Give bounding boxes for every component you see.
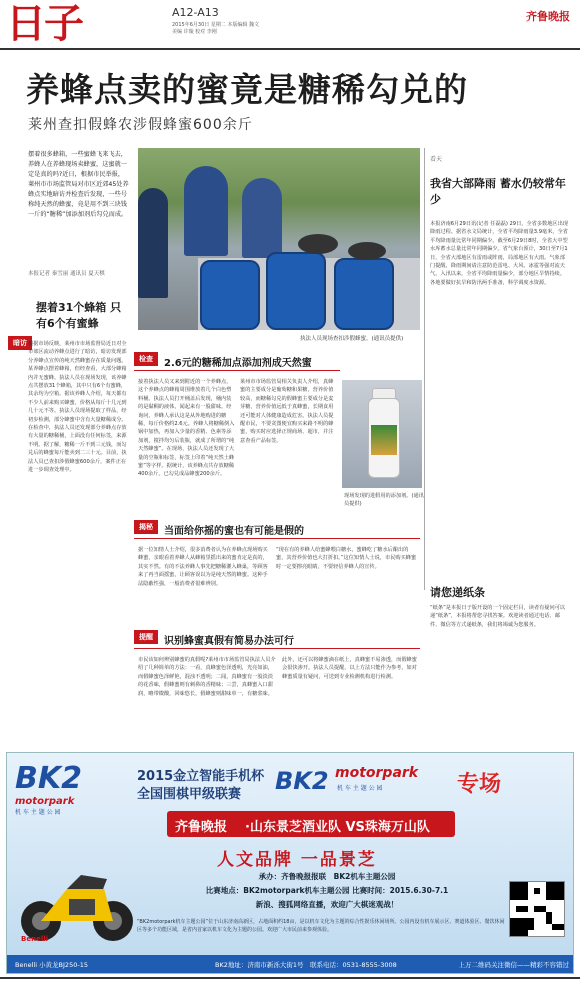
motorpark-text: motorpark [15,796,75,807]
photo-caption: 执法人员现场查扣涉假蜂蜜。(通讯员提供) [300,336,404,342]
section-body: 接着执法人员又来到附近的一个养蜂点，这个养蜂点的蜂箱周围堆放着几个白色塑料桶。执法人员打开桶盖后发现，桶内装的是黏稠的液体，闻起来有一股甜味。经询问，养蜂人承认这是从外地购进的糖稀，每斤价格约2.6元。养蜂人将糖稀倒入锅中加热，再加入少量的香精、色素等添加剂，搅拌均匀后装瓶，就成了所谓的“纯天然蜂蜜”。在现场，执法人员还发现了大量的空瓶和标签，标签上印着“纯天然土蜂蜜”等字样。据统计，该养蜂点共存放糖稀400余斤，已勾兑成品蜂蜜200余斤。 [138,379,235,478]
page-number: A12-A13 [172,6,219,19]
section-title: 2.6元的糖稀加点添加剂成天然蜜 [164,358,312,369]
advertisement[interactable] [6,752,574,974]
ad-venue: 比赛地点：BK2motorpark机车主题公园 比赛时间：2015.6.30-7.1 [205,886,449,895]
barrel [334,258,394,330]
section-title: 识别蜂蜜真假有简易办法可行 [164,636,294,647]
ad-line-1: 2015金立智能手机杯 [137,769,265,784]
dateline: 2015年6月30日 星期二 本版编辑 魏文 美编 许璇 校对 李刚 [172,22,260,35]
section-body: 据一位知情人士介绍，很多消费者认为在养蜂点现场购买蜂蜜，亲眼看着养蜂人从蜂箱里摇出来的蜜肯定是真的，其实不然。有的不法养蜂人事先把糖稀灌入蜂巢，等顾客来了再当面摇蜜，让顾客误以为是纯天然的蜂蜜。这种手法隐蔽性强，一般消费者很难辨别。 [138,547,268,587]
side-title-2: 请您递纸条 [430,586,485,599]
match-banner [167,811,455,837]
ad-footer-bar [7,955,574,974]
bk2-logo-2: BK2 [275,767,329,795]
ad-footer-left: Benelli 小黄龙BJ250-15 [15,961,88,969]
masthead-logo: 日子 [6,0,82,47]
barrel-lid [298,234,338,254]
section-body: 莱州市市场监管局相关负责人介绍，真蜂蜜的主要成分是葡萄糖和果糖，营养价值较高，而糖稀勾兑的假蜂蜜主要成分是麦芽糖，营养价值远低于真蜂蜜，长期食用还可能对人体健康造成危害。执法人员提醒市民，不要贪图便宜购买来路不明的蜂蜜，购买时应选择正规商场、超市，并注意查看产品标签。 [240,379,334,444]
header-rule [0,48,580,50]
section-body: 此外，还可以将蜂蜜滴在纸上，真蜂蜜不易渗透，而假蜂蜜会很快渗开。执法人员提醒，以上方法只能作为参考，如对蜂蜜质量有疑问，可送到专业检测机构进行检测。 [282,657,417,680]
byline: 本报记者 秦雪丽 通讯员 夏天棋 [28,271,105,277]
bottle-photo [342,380,422,488]
motorcycle-image [17,849,137,949]
left-section-body: 根据市场反映，莱州市市场监督局近日对全市郊区流动养蜂点进行了暗访，暗访发现部分养蜂点宣传的纯天然蜂蜜存在质量问题。某养蜂点摆着蜂箱，但经查看，大部分蜂箱内并无蜜蜂。执法人员在现场发现，该养蜂点共摆放31个蜂箱，其中只有6个有蜜蜂，其余均为空箱。据该养蜂人介绍，每天都有不少人前来购买蜂蜜，价格从每斤十几元到几十元不等。执法人员现场提取了样品，经初步检测，部分蜂蜜中含有大量糖稀成分。在检查中，执法人员还发现部分养蜂点存放有大量的糖稀桶，上面没有任何标签，来源不明。据了解，糖稀一斤不到三元钱，而勾兑后的蜂蜜每斤能卖到二三十元。目前，执法人员已查扣涉假蜂蜜600余斤，案件正在进一步调查处理中。 [28,341,127,474]
barrel [266,252,326,330]
ad-organizer: 承办：齐鲁晚报报联 BK2机车主题公园 [258,872,396,881]
brand-text: 齐鲁晚报 [175,820,228,835]
motorpark-logo-2: motorpark [335,765,419,781]
side-kicker: 看天 [430,156,443,163]
bk2-logo [15,761,125,816]
section-badge: 揭秘 [134,520,158,534]
section-badge: 提醒 [134,630,158,644]
ad-footer-address: BK2地址：济南市新泺大街1号 联系电话：0531-8555-3008 [215,961,397,969]
section-badge: 检查 [134,352,158,366]
side-column [424,148,574,590]
section-rule [134,370,340,371]
motorcycle-icon [17,849,137,949]
subheadline: 莱州查扣假蜂农涉假蜂蜜600余斤 [28,117,253,133]
footer-rule [0,977,580,979]
bottle-label [371,425,397,455]
side-body-2: “纸条”是本报日子版开设的一个固定栏目，读者有疑问可以递“纸条”，本报将帮您寻找答案。欢迎读者通过电话、邮件、微信等方式递纸条，我们将竭诚为您服务。 [430,605,566,628]
ad-line-2: 全国围棋甲级联赛 [137,787,242,802]
section-title: 当面给你摇的蜜也有可能是假的 [164,526,304,537]
section-rule [134,648,420,649]
bottle-caption: 现场发现的进假用的添加剂。(通讯员提供) [344,493,424,507]
bike-brand: Benelli [21,935,49,943]
ad-welcome: 新浪、搜狐网络直播，欢迎广大棋迷观战！ [255,900,399,909]
officer-figure [242,178,282,258]
main-photo [138,148,420,330]
ad-footer-right: 上万二维码关注微信——精彩不容错过 [458,961,569,969]
ad-special-title: 专场 [457,772,502,797]
lead-paragraph: 摆着很多蜂箱，一些蜜蜂飞来飞去，养蜂人在养蜂现场卖蜂蜜，这蜜就一定是真的吗?近日，根据市民举报，莱州市市场监管局对市区近郊45处养蜂点实地暗访并检查后发现，一些号称纯天然的蜂蜜，竟是用不到三块钱一斤的“糖稀”加添加剂后勾兑而成。 [28,151,129,218]
brand-logo: 齐鲁晚报 [526,10,570,23]
officer-figure [184,166,228,256]
ad-slogan: 人文品牌 一品景芝 [217,850,377,870]
qr-code-icon[interactable] [509,881,565,937]
side-body: 本报济南6月29日讯(记者 任磊磊) 29日，全省多数地区出现降雨过程。据省水文局统计，全省平均降雨量3.9毫米，全省平均降雨量比常年同期偏少。截至6月29日8时，全省大中型水库蓄水总量比常年同期偏少。省气象台预计，30日至7月1日，全省大部地区有雷雨或阵雨，局部地区有大雨。气象部门提醒，降雨期间请注意防范雷电、大风、冰雹等强对流天气。入汛以来，全省平均降雨量偏少，部分地区旱情持续。各地要做好抗旱和防汛两手准备，科学调度水资源。 [430,221,568,286]
motorpark-cn: 机 车 主 题 公 园 [15,809,61,816]
barrel-lid [348,242,386,260]
bottle [368,398,400,478]
section-body: “现在有的养蜂人给蜜蜂喂白糖水，蜜蜂吃了糖水后酿出的蜜，其营养价值也大打折扣。”这位知情人士说，市民购买蜂蜜时一定要擦亮眼睛，不要轻信养蜂人的宣传。 [276,547,417,570]
section-badge: 暗访 [8,336,32,350]
section-body: 市民该如何辨别蜂蜜的真假呢?莱州市市场监管局执法人员介绍了几种简单的方法：一看，真蜂蜜色泽透明，光亮如油，而假蜂蜜色泽鲜艳，混浊不透明；二闻，真蜂蜜有一股淡淡的花香味，假蜂蜜则有刺鼻的香精味；三尝，真蜂蜜入口甜润，略带微酸，回味悠长，假蜂蜜则甜味单一，有糖浆味。 [138,657,276,697]
motorpark-cn-2: 机 车 主 题 公 园 [337,785,383,792]
headline: 养蜂点卖的蜜竟是糖稀勾兑的 [26,70,468,109]
section-rule [134,538,420,539]
barrel [200,260,260,330]
officer-figure [138,188,168,298]
left-section-title: 摆着31个蜂箱 只有6个有蜜蜂 [36,301,122,330]
side-title: 我省大部降雨 蓄水仍较常年少 [430,177,566,206]
ad-description: “BK2motorpark机车主题公园”位于山东济南高新区，占地面积约18亩，是以机车文化为主题的综合性娱乐休闲场所。公园内设有机车展示区、赛道体验区、餐饮休闲区等多个功能区域，是省内首家以机车文化为主题的公园。欢迎广大市民前来参观体验。 [137,919,505,933]
bk2-text: BK2 [15,761,82,796]
match-text: ·山东景芝酒业队 VS珠海万山队 [245,820,430,835]
